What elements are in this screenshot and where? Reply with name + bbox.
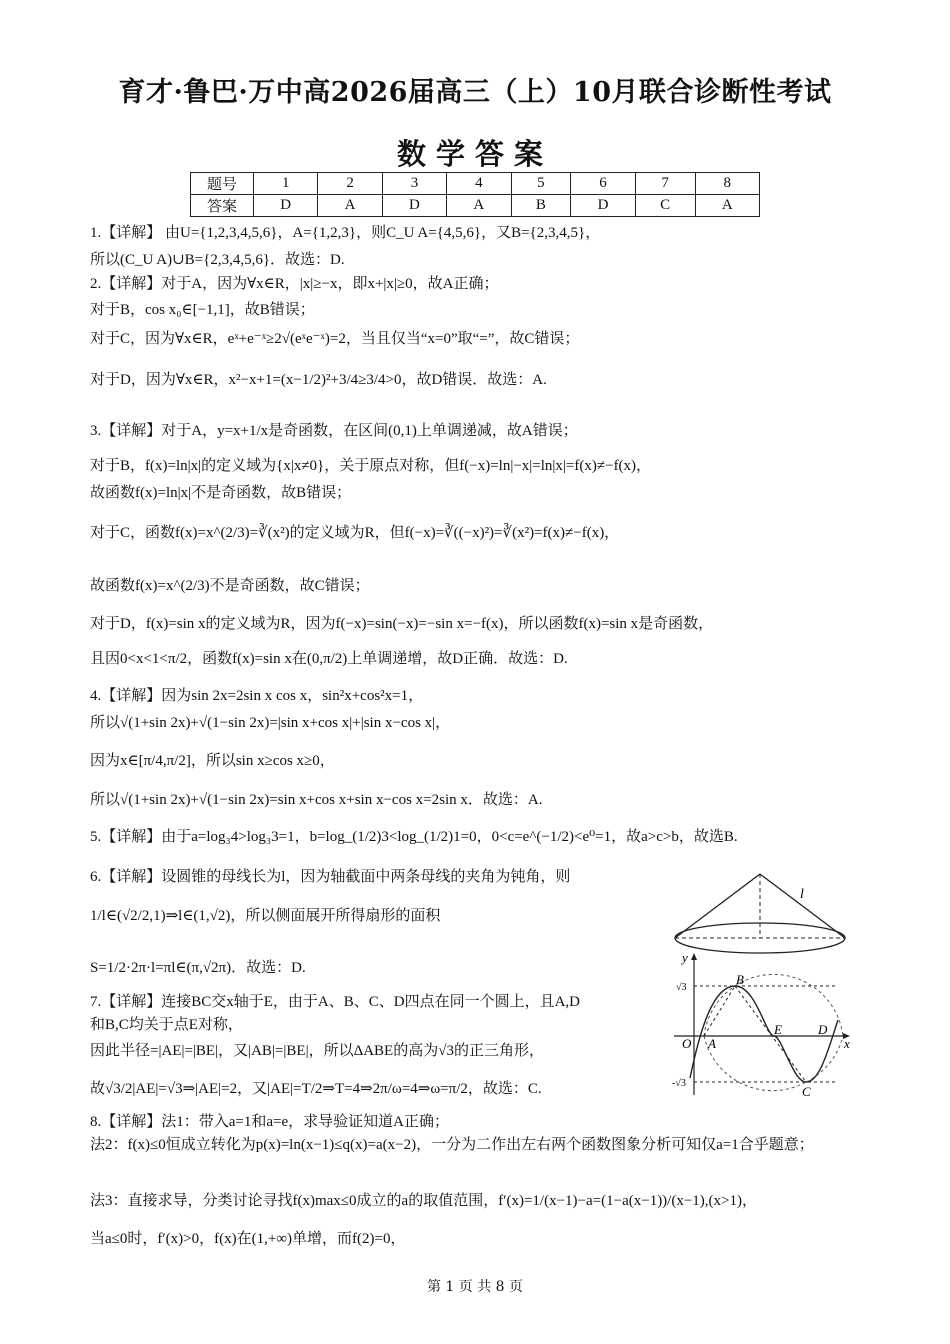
answer-table bbox=[190, 172, 760, 217]
solution-line: 故函数f(x)=x^(2/3)不是奇函数，故C错误； bbox=[90, 578, 370, 594]
table-cell: A bbox=[447, 195, 511, 217]
table-cell: 7 bbox=[635, 173, 695, 195]
table-cell: 答案 bbox=[191, 195, 254, 217]
solution-line: 法2：f(x)≤0恒成立转化为p(x)=ln(x−1)≤q(x)=a(x−2)，一分为二作出左右两个函数图象分析可知仅a=1合乎题意； bbox=[90, 1137, 814, 1153]
point-c-label: C bbox=[802, 1084, 811, 1099]
table-cell: D bbox=[254, 195, 318, 217]
solution-line: 对于D，f(x)=sin x的定义域为R，因为f(−x)=sin(−x)=−sin x=−f(x)，所以函数f(x)=sin x是奇函数， bbox=[90, 616, 714, 632]
table-row bbox=[191, 173, 760, 195]
table-cell: D bbox=[382, 195, 446, 217]
table-cell: A bbox=[318, 195, 382, 217]
solution-line: 法3：直接求导，分类讨论寻找f(x)max≤0成立的a的取值范围，f′(x)=1/(x−1)−a=(1−a(x−1))/(x−1),(x>1)， bbox=[90, 1193, 757, 1209]
table-cell: 4 bbox=[447, 173, 511, 195]
table-cell: B bbox=[511, 195, 571, 217]
solution-line: 1/l∈(√2/2,1)⇒l∈(1,√2)，所以侧面展开所得扇形的面积 bbox=[90, 908, 441, 924]
solution-line: 当a≤0时，f′(x)>0，f(x)在(1,+∞)单增，而f(2)=0， bbox=[90, 1231, 406, 1247]
solution-line: 所以√(1+sin 2x)+√(1−sin 2x)=|sin x+cos x|+|sin x−cos x|， bbox=[90, 715, 451, 731]
solution-line: 和B,C均关于点E对称， bbox=[90, 1017, 243, 1033]
sine-figure bbox=[668, 950, 858, 1100]
positive-root3-label: √3 bbox=[676, 982, 687, 993]
page-footer: 第 1 页 共 8 页 bbox=[426, 1279, 524, 1295]
table-cell: 8 bbox=[695, 173, 759, 195]
solution-line: 故√3/2|AE|=√3⇒|AE|=2，又|AE|=T/2⇒T=4⇒2π/ω=4⇒ω=π/2，故选：C. bbox=[90, 1081, 542, 1097]
solution-line: 对于B，cos x₀∈[−1,1]，故B错误； bbox=[90, 302, 315, 318]
solution-line: 8.【详解】法1：带入a=1和a=e，求导验证知道A正确； bbox=[90, 1114, 449, 1130]
solution-line: S=1/2·2π·l=πl∈(π,√2π)．故选：D. bbox=[90, 960, 306, 976]
table-cell: 1 bbox=[254, 173, 318, 195]
page-title: 育才·鲁巴·万中高2026届高三（上）10月联合诊断性考试 bbox=[118, 77, 832, 108]
solution-line: 对于C，因为∀x∈R，eˣ+e⁻ˣ≥2√(eˣe⁻ˣ)=2，当且仅当“x=0”取“=”，故C错误； bbox=[90, 331, 580, 347]
point-e-label: E bbox=[774, 1022, 782, 1037]
negative-root3-label: -√3 bbox=[672, 1078, 686, 1089]
solution-line: 5.【详解】由于a=log₃4>log₃3=1，b=log_(1/2)3<log_(1/2)1=0，0<c=e^(−1/2)<e⁰=1，故a>c>b，故选B. bbox=[90, 829, 738, 845]
table-cell: 2 bbox=[318, 173, 382, 195]
solution-line: 1.【详解】 由U={1,2,3,4,5,6}，A={1,2,3}，则C_U A={4,5,6}，又B={2,3,4,5}， bbox=[90, 225, 601, 241]
table-cell: 题号 bbox=[191, 173, 254, 195]
solution-line: 所以√(1+sin 2x)+√(1−sin 2x)=sin x+cos x+sin x−cos x=2sin x．故选：A. bbox=[90, 792, 543, 808]
y-axis-label: y bbox=[682, 950, 688, 965]
solution-line: 3.【详解】对于A，y=x+1/x是奇函数，在区间(0,1)上单调递减，故A错误； bbox=[90, 423, 578, 439]
solution-line: 因为x∈[π/4,π/2]，所以sin x≥cos x≥0， bbox=[90, 753, 335, 769]
table-row bbox=[191, 195, 760, 217]
x-axis-label: x bbox=[844, 1036, 850, 1051]
solution-line: 所以(C_U A)∪B={2,3,4,5,6}．故选：D. bbox=[90, 252, 345, 268]
page-subtitle: 数学答案 bbox=[396, 137, 553, 171]
table-cell: 6 bbox=[571, 173, 635, 195]
table-cell: D bbox=[571, 195, 635, 217]
origin-label: O bbox=[682, 1036, 692, 1051]
solution-line: 对于B，f(x)=ln|x|的定义域为{x|x≠0}，关于原点对称，但f(−x)=ln|−x|=ln|x|=f(x)≠−f(x)， bbox=[90, 458, 652, 474]
table-cell: 3 bbox=[382, 173, 446, 195]
table-cell: 5 bbox=[511, 173, 571, 195]
solution-line: 因此半径=|AE|=|BE|，又|AB|=|BE|，所以ΔABE的高为√3的正三角形， bbox=[90, 1043, 544, 1059]
solution-line: 7.【详解】连接BC交x轴于E，由于A、B、C、D四点在同一个圆上，且A,D bbox=[90, 994, 581, 1010]
table-cell: A bbox=[695, 195, 759, 217]
solution-line: 4.【详解】因为sin 2x=2sin x cos x，sin²x+cos²x=1， bbox=[90, 688, 424, 704]
solution-line: 2.【详解】对于A，因为∀x∈R，|x|≥−x，即x+|x|≥0，故A正确； bbox=[90, 276, 499, 292]
solution-line: 且因0<x<1<π/2，函数f(x)=sin x在(0,π/2)上单调递增，故D正确．故选：D. bbox=[90, 651, 568, 667]
point-d-label: D bbox=[818, 1022, 828, 1037]
table-cell: C bbox=[635, 195, 695, 217]
solution-line: 6.【详解】设圆锥的母线长为l，因为轴截面中两条母线的夹角为钝角，则 bbox=[90, 869, 571, 885]
solution-line: 对于D，因为∀x∈R，x²−x+1=(x−1/2)²+3/4≥3/4>0，故D错误．故选：A. bbox=[90, 372, 547, 388]
cone-slant-label: l bbox=[800, 887, 804, 902]
point-a-label: A bbox=[708, 1036, 716, 1051]
solution-line: 对于C，函数f(x)=x^(2/3)=∛(x²)的定义域为R，但f(−x)=∛((−x)²)=∛(x²)=f(x)≠−f(x)， bbox=[90, 525, 620, 541]
solution-line: 故函数f(x)=ln|x|不是奇函数，故B错误； bbox=[90, 485, 352, 501]
point-b-label: B bbox=[736, 972, 744, 987]
cone-figure bbox=[668, 860, 858, 960]
